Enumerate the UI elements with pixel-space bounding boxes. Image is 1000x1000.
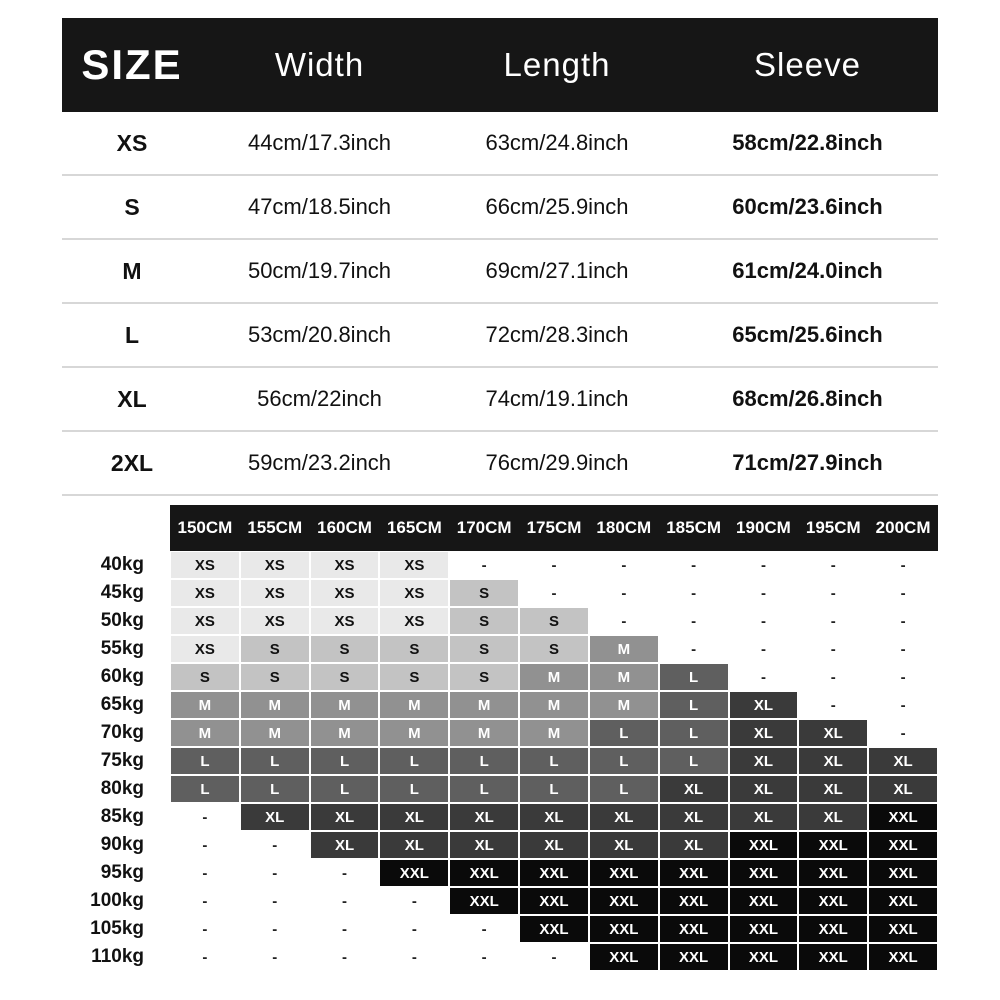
matrix-cell-xl: XL bbox=[868, 775, 938, 803]
matrix-cell-empty: - bbox=[310, 859, 380, 887]
matrix-cell-s: S bbox=[519, 607, 589, 635]
matrix-cell-empty: - bbox=[729, 607, 799, 635]
size-row-2xl bbox=[62, 432, 938, 496]
matrix-cell-xxl: XXL bbox=[729, 915, 799, 943]
matrix-cell-empty: - bbox=[868, 719, 938, 747]
matrix-cell-empty: - bbox=[240, 915, 310, 943]
weight-label-90kg: 90kg bbox=[100, 834, 144, 855]
matrix-cell-xs: XS bbox=[240, 551, 310, 579]
matrix-cell-s: S bbox=[240, 635, 310, 663]
matrix-cell-xxl: XXL bbox=[798, 831, 868, 859]
matrix-cell-xs: XS bbox=[170, 579, 240, 607]
matrix-cell-empty: - bbox=[798, 607, 868, 635]
matrix-cell-xl: XL bbox=[798, 719, 868, 747]
matrix-cell-m: M bbox=[449, 719, 519, 747]
matrix-cell-xl: XL bbox=[659, 775, 729, 803]
size-row-xs bbox=[62, 112, 938, 176]
width-value: 44cm/17.3inch bbox=[247, 130, 392, 155]
height-weight-matrix bbox=[62, 505, 938, 971]
matrix-cell-s: S bbox=[379, 663, 449, 691]
matrix-cell-xl: XL bbox=[729, 747, 799, 775]
weight-label-75kg: 75kg bbox=[100, 750, 144, 771]
sleeve-value: 60cm/23.6inch bbox=[732, 194, 883, 219]
matrix-cell-empty: - bbox=[798, 551, 868, 579]
matrix-cell-l: L bbox=[379, 747, 449, 775]
matrix-cell-empty: - bbox=[170, 887, 240, 915]
sleeve-value: 58cm/22.8inch bbox=[732, 130, 883, 155]
matrix-cell-xxl: XXL bbox=[729, 831, 799, 859]
matrix-cell-l: L bbox=[519, 775, 589, 803]
matrix-cell-m: M bbox=[589, 663, 659, 691]
matrix-cell-xl: XL bbox=[240, 803, 310, 831]
width-value: 53cm/20.8inch bbox=[247, 322, 392, 347]
matrix-cell-empty: - bbox=[868, 579, 938, 607]
matrix-cell-xxl: XXL bbox=[449, 859, 519, 887]
matrix-cell-xxl: XXL bbox=[868, 887, 938, 915]
weight-label-80kg: 80kg bbox=[100, 778, 144, 799]
matrix-cell-m: M bbox=[379, 719, 449, 747]
matrix-cell-s: S bbox=[449, 635, 519, 663]
matrix-cell-xl: XL bbox=[729, 775, 799, 803]
matrix-cell-empty: - bbox=[240, 887, 310, 915]
matrix-cell-m: M bbox=[519, 719, 589, 747]
matrix-cell-empty: - bbox=[798, 635, 868, 663]
matrix-cell-xxl: XXL bbox=[659, 915, 729, 943]
matrix-cell-l: L bbox=[310, 775, 380, 803]
matrix-cell-empty: - bbox=[519, 579, 589, 607]
matrix-cell-empty: - bbox=[449, 551, 519, 579]
matrix-cell-empty: - bbox=[310, 887, 380, 915]
matrix-cell-xxl: XXL bbox=[589, 859, 659, 887]
length-value: 69cm/27.1inch bbox=[485, 258, 629, 283]
weight-label-105kg: 105kg bbox=[90, 918, 144, 939]
matrix-cell-xs: XS bbox=[310, 579, 380, 607]
height-header-165cm: 165CM bbox=[379, 505, 449, 551]
matrix-cell-xxl: XXL bbox=[729, 943, 799, 971]
matrix-cell-xxl: XXL bbox=[798, 887, 868, 915]
size-label: 2XL bbox=[110, 449, 154, 476]
width-value: 47cm/18.5inch bbox=[247, 194, 392, 219]
matrix-cell-empty: - bbox=[868, 663, 938, 691]
size-row-m bbox=[62, 240, 938, 304]
matrix-cell-xl: XL bbox=[310, 831, 380, 859]
matrix-cell-xxl: XXL bbox=[519, 887, 589, 915]
matrix-cell-empty: - bbox=[589, 551, 659, 579]
sleeve-value: 68cm/26.8inch bbox=[732, 386, 883, 411]
matrix-cell-empty: - bbox=[868, 607, 938, 635]
matrix-cell-l: L bbox=[170, 747, 240, 775]
size-row-s bbox=[62, 176, 938, 240]
matrix-cell-empty: - bbox=[798, 691, 868, 719]
matrix-cell-empty: - bbox=[240, 943, 310, 971]
matrix-cell-xl: XL bbox=[519, 831, 589, 859]
col-header-length: Length bbox=[503, 46, 611, 83]
matrix-cell-xxl: XXL bbox=[798, 915, 868, 943]
matrix-cell-xxl: XXL bbox=[589, 915, 659, 943]
matrix-cell-xl: XL bbox=[449, 803, 519, 831]
matrix-cell-l: L bbox=[589, 719, 659, 747]
matrix-cell-xl: XL bbox=[659, 803, 729, 831]
matrix-cell-empty: - bbox=[798, 579, 868, 607]
matrix-cell-xxl: XXL bbox=[659, 859, 729, 887]
weight-label-65kg: 65kg bbox=[100, 694, 144, 715]
matrix-cell-xl: XL bbox=[659, 831, 729, 859]
height-weight-grid bbox=[62, 505, 938, 971]
matrix-cell-xxl: XXL bbox=[798, 859, 868, 887]
height-header-180cm: 180CM bbox=[589, 505, 659, 551]
length-value: 63cm/24.8inch bbox=[485, 130, 629, 155]
matrix-cell-xs: XS bbox=[170, 607, 240, 635]
matrix-cell-xxl: XXL bbox=[519, 859, 589, 887]
height-header-190cm: 190CM bbox=[729, 505, 799, 551]
weight-label-45kg: 45kg bbox=[100, 582, 144, 603]
matrix-cell-s: S bbox=[310, 663, 380, 691]
matrix-cell-xs: XS bbox=[379, 607, 449, 635]
col-header-size: SIZE bbox=[81, 41, 183, 88]
sleeve-value: 65cm/25.6inch bbox=[732, 322, 883, 347]
width-value: 50cm/19.7inch bbox=[247, 258, 392, 283]
matrix-cell-m: M bbox=[379, 691, 449, 719]
matrix-cell-empty: - bbox=[310, 915, 380, 943]
matrix-cell-xs: XS bbox=[240, 579, 310, 607]
weight-label-50kg: 50kg bbox=[100, 610, 144, 631]
matrix-cell-empty: - bbox=[589, 579, 659, 607]
height-header-200cm: 200CM bbox=[868, 505, 938, 551]
matrix-cell-empty: - bbox=[868, 551, 938, 579]
size-label: XL bbox=[117, 385, 147, 412]
measurement-table-body bbox=[62, 112, 938, 496]
matrix-cell-empty: - bbox=[519, 943, 589, 971]
matrix-cell-xl: XL bbox=[589, 803, 659, 831]
matrix-cell-m: M bbox=[170, 691, 240, 719]
height-header-155cm: 155CM bbox=[240, 505, 310, 551]
weight-label-95kg: 95kg bbox=[100, 862, 144, 883]
matrix-cell-empty: - bbox=[659, 551, 729, 579]
sleeve-value: 71cm/27.9inch bbox=[732, 450, 883, 475]
matrix-cell-s: S bbox=[170, 663, 240, 691]
size-label: L bbox=[124, 321, 140, 348]
matrix-cell-m: M bbox=[310, 691, 380, 719]
width-value: 56cm/22inch bbox=[257, 386, 382, 411]
matrix-cell-empty: - bbox=[170, 803, 240, 831]
matrix-cell-empty: - bbox=[659, 607, 729, 635]
matrix-cell-empty: - bbox=[170, 831, 240, 859]
matrix-cell-xl: XL bbox=[798, 775, 868, 803]
matrix-cell-l: L bbox=[240, 775, 310, 803]
matrix-cell-xs: XS bbox=[379, 579, 449, 607]
height-header-170cm: 170CM bbox=[449, 505, 519, 551]
length-value: 66cm/25.9inch bbox=[485, 194, 629, 219]
matrix-cell-s: S bbox=[240, 663, 310, 691]
measurement-table bbox=[62, 18, 938, 496]
matrix-cell-m: M bbox=[449, 691, 519, 719]
matrix-cell-empty: - bbox=[659, 579, 729, 607]
weight-label-110kg: 110kg bbox=[91, 946, 144, 967]
matrix-cell-s: S bbox=[379, 635, 449, 663]
matrix-cell-s: S bbox=[449, 663, 519, 691]
length-value: 72cm/28.3inch bbox=[485, 322, 629, 347]
matrix-cell-xxl: XXL bbox=[379, 859, 449, 887]
weight-label-100kg: 100kg bbox=[90, 890, 144, 911]
matrix-cell-s: S bbox=[519, 635, 589, 663]
weight-label-60kg: 60kg bbox=[100, 666, 144, 687]
matrix-cell-empty: - bbox=[170, 915, 240, 943]
matrix-cell-xxl: XXL bbox=[589, 887, 659, 915]
matrix-cell-xs: XS bbox=[379, 551, 449, 579]
matrix-cell-xl: XL bbox=[519, 803, 589, 831]
width-value: 59cm/23.2inch bbox=[247, 450, 392, 475]
matrix-cell-empty: - bbox=[868, 635, 938, 663]
matrix-cell-empty: - bbox=[868, 691, 938, 719]
matrix-cell-empty: - bbox=[379, 943, 449, 971]
matrix-cell-xs: XS bbox=[170, 635, 240, 663]
matrix-cell-xxl: XXL bbox=[868, 859, 938, 887]
weight-label-40kg: 40kg bbox=[100, 554, 144, 575]
col-header-width: Width bbox=[274, 46, 365, 83]
col-header-sleeve: Sleeve bbox=[754, 46, 861, 83]
height-header-175cm: 175CM bbox=[519, 505, 589, 551]
matrix-cell-xl: XL bbox=[729, 719, 799, 747]
matrix-cell-m: M bbox=[170, 719, 240, 747]
height-header-195cm: 195CM bbox=[798, 505, 868, 551]
matrix-cell-m: M bbox=[589, 691, 659, 719]
height-header-185cm: 185CM bbox=[659, 505, 729, 551]
matrix-cell-l: L bbox=[589, 747, 659, 775]
matrix-cell-xxl: XXL bbox=[589, 943, 659, 971]
matrix-cell-xxl: XXL bbox=[659, 943, 729, 971]
matrix-cell-l: L bbox=[310, 747, 380, 775]
matrix-cell-xs: XS bbox=[240, 607, 310, 635]
matrix-cell-xxl: XXL bbox=[729, 859, 799, 887]
matrix-cell-l: L bbox=[659, 747, 729, 775]
matrix-corner bbox=[62, 505, 170, 551]
matrix-cell-empty: - bbox=[170, 859, 240, 887]
matrix-cell-m: M bbox=[240, 691, 310, 719]
matrix-cell-l: L bbox=[659, 719, 729, 747]
matrix-cell-empty: - bbox=[240, 831, 310, 859]
matrix-cell-xl: XL bbox=[310, 803, 380, 831]
measurement-table-header bbox=[62, 18, 938, 112]
matrix-cell-empty: - bbox=[589, 607, 659, 635]
matrix-cell-empty: - bbox=[519, 551, 589, 579]
size-row-xl bbox=[62, 368, 938, 432]
matrix-cell-m: M bbox=[519, 663, 589, 691]
matrix-cell-xxl: XXL bbox=[659, 887, 729, 915]
size-label: XS bbox=[116, 129, 148, 156]
length-value: 76cm/29.9inch bbox=[485, 450, 629, 475]
matrix-cell-empty: - bbox=[310, 943, 380, 971]
matrix-cell-s: S bbox=[449, 607, 519, 635]
size-label: S bbox=[124, 193, 140, 220]
weight-label-55kg: 55kg bbox=[100, 638, 144, 659]
matrix-cell-xl: XL bbox=[379, 803, 449, 831]
matrix-cell-xxl: XXL bbox=[868, 943, 938, 971]
matrix-cell-xl: XL bbox=[729, 803, 799, 831]
length-value: 74cm/19.1inch bbox=[485, 386, 629, 411]
matrix-cell-xxl: XXL bbox=[868, 803, 938, 831]
matrix-cell-xxl: XXL bbox=[729, 887, 799, 915]
matrix-cell-s: S bbox=[449, 579, 519, 607]
matrix-cell-empty: - bbox=[240, 859, 310, 887]
matrix-cell-xxl: XXL bbox=[868, 915, 938, 943]
matrix-cell-empty: - bbox=[729, 663, 799, 691]
matrix-cell-xl: XL bbox=[798, 747, 868, 775]
matrix-cell-empty: - bbox=[798, 663, 868, 691]
matrix-cell-xxl: XXL bbox=[868, 831, 938, 859]
matrix-cell-m: M bbox=[310, 719, 380, 747]
matrix-cell-l: L bbox=[519, 747, 589, 775]
matrix-cell-xs: XS bbox=[310, 551, 380, 579]
matrix-cell-empty: - bbox=[379, 915, 449, 943]
matrix-cell-xxl: XXL bbox=[798, 943, 868, 971]
height-header-150cm: 150CM bbox=[170, 505, 240, 551]
sleeve-value: 61cm/24.0inch bbox=[732, 258, 883, 283]
matrix-cell-l: L bbox=[170, 775, 240, 803]
height-header-160cm: 160CM bbox=[310, 505, 380, 551]
matrix-cell-xxl: XXL bbox=[519, 915, 589, 943]
matrix-cell-xl: XL bbox=[449, 831, 519, 859]
matrix-cell-xl: XL bbox=[868, 747, 938, 775]
matrix-cell-xl: XL bbox=[798, 803, 868, 831]
matrix-cell-xl: XL bbox=[379, 831, 449, 859]
matrix-cell-empty: - bbox=[729, 635, 799, 663]
matrix-cell-empty: - bbox=[659, 635, 729, 663]
matrix-cell-xl: XL bbox=[729, 691, 799, 719]
size-row-l bbox=[62, 304, 938, 368]
matrix-cell-empty: - bbox=[379, 887, 449, 915]
weight-label-70kg: 70kg bbox=[100, 722, 144, 743]
matrix-cell-xxl: XXL bbox=[449, 887, 519, 915]
matrix-cell-m: M bbox=[519, 691, 589, 719]
matrix-cell-xs: XS bbox=[310, 607, 380, 635]
matrix-cell-l: L bbox=[449, 747, 519, 775]
matrix-cell-empty: - bbox=[449, 915, 519, 943]
matrix-cell-empty: - bbox=[729, 579, 799, 607]
matrix-cell-empty: - bbox=[449, 943, 519, 971]
matrix-cell-l: L bbox=[659, 663, 729, 691]
matrix-cell-l: L bbox=[449, 775, 519, 803]
matrix-cell-s: S bbox=[310, 635, 380, 663]
matrix-cell-xl: XL bbox=[589, 831, 659, 859]
matrix-cell-l: L bbox=[659, 691, 729, 719]
size-label: M bbox=[122, 257, 142, 284]
matrix-cell-m: M bbox=[589, 635, 659, 663]
matrix-cell-l: L bbox=[240, 747, 310, 775]
matrix-cell-empty: - bbox=[170, 943, 240, 971]
matrix-cell-empty: - bbox=[729, 551, 799, 579]
matrix-cell-l: L bbox=[589, 775, 659, 803]
matrix-cell-xs: XS bbox=[170, 551, 240, 579]
matrix-cell-l: L bbox=[379, 775, 449, 803]
weight-label-85kg: 85kg bbox=[100, 806, 144, 827]
matrix-cell-m: M bbox=[240, 719, 310, 747]
